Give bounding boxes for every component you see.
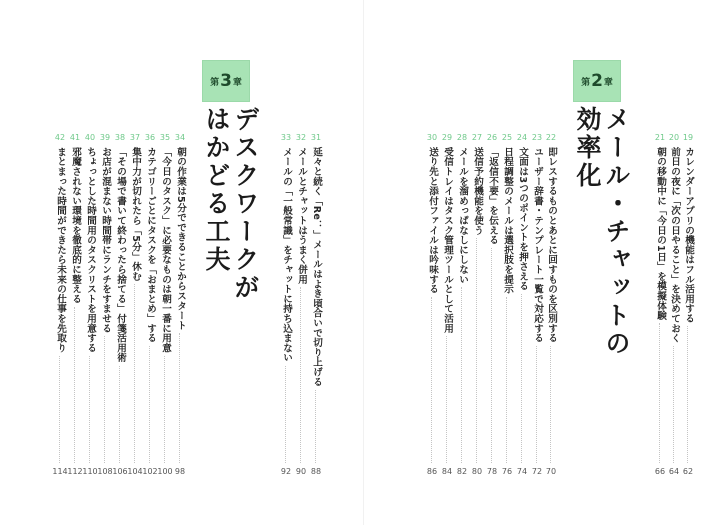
page-number: 112 (67, 467, 83, 476)
chapter-3-title: デスクワークが はかどる工夫 (202, 106, 260, 302)
dot-leader (550, 346, 551, 463)
page-number: 74 (516, 467, 528, 476)
page-number: 76 (501, 467, 513, 476)
dot-leader (536, 346, 537, 463)
section-title: 「今日のタスク」に必要なものは朝一番に用意 (160, 147, 171, 353)
page-number: 82 (456, 467, 468, 476)
section-title: 前日の夜に「次の日やること」を決めておく (669, 147, 680, 343)
section-title: ちょっとした時間用のタスクリストを用意する (85, 147, 96, 353)
section-number: 41 (69, 133, 81, 142)
page-number: 80 (471, 467, 483, 476)
toc-entry[interactable] (545, 133, 557, 483)
page-number: 104 (127, 467, 143, 476)
chapter-number: 3 (220, 71, 232, 91)
section-title: ユーザー辞書・テンプレート一覧で対応する (532, 147, 543, 343)
section-title: 受信トレイはタスク管理ツールとして活用 (442, 147, 453, 334)
toc-entry[interactable] (654, 133, 666, 483)
toc-entry[interactable] (295, 133, 307, 483)
dot-leader (134, 284, 135, 463)
toc-entry[interactable] (159, 133, 171, 483)
dot-leader (521, 294, 522, 463)
section-title: お店が混まない時間帯にランチをすませる (100, 147, 111, 334)
badge-prefix: 第 (210, 77, 220, 88)
toc-entry[interactable] (668, 133, 680, 483)
dot-leader (300, 287, 301, 463)
section-number: 19 (682, 133, 694, 142)
page-number: 70 (545, 467, 557, 476)
toc-entry[interactable] (486, 133, 498, 483)
section-number: 31 (310, 133, 322, 142)
section-number: 27 (471, 133, 483, 142)
section-number: 26 (486, 133, 498, 142)
toc-entry[interactable] (54, 133, 66, 483)
section-title: まとまった時間ができたら未来の仕事を先取り (55, 147, 66, 353)
section-title: 集中力が切れたら「5分」休む (130, 147, 141, 282)
section-number: 25 (501, 133, 513, 142)
badge-suffix: 章 (603, 77, 613, 88)
dot-leader (476, 238, 477, 463)
section-title: 送信予約機能を使う (472, 147, 483, 236)
page-number: 72 (531, 467, 543, 476)
chapter-3-badge (202, 60, 250, 102)
toc-entry[interactable] (129, 133, 141, 483)
toc-entry[interactable] (310, 133, 322, 483)
section-number: 29 (441, 133, 453, 142)
dot-leader (491, 248, 492, 463)
badge-prefix: 第 (581, 77, 591, 88)
page-number: 110 (82, 467, 98, 476)
section-number: 24 (516, 133, 528, 142)
page-number: 86 (426, 467, 438, 476)
dot-leader (149, 346, 150, 463)
dot-leader (104, 336, 105, 463)
section-title: 「その場で書いて終わったら捨てる」付箋活用術 (115, 147, 126, 363)
section-title: 朝の移動中に「今日の1日」を模擬体験 (655, 147, 666, 321)
section-number: 30 (426, 133, 438, 142)
toc-entry[interactable] (174, 133, 186, 483)
section-title: 文面は3つのポイントを押さえる (517, 147, 528, 292)
page-number: 114 (52, 467, 68, 476)
page-number: 98 (174, 467, 186, 476)
section-title: メールを溜めっぱなしにしない (457, 147, 468, 285)
section-title: 日程調整のメールは選択肢を提示 (502, 147, 513, 294)
section-title: 即レスするものとあとに回すものを区別する (546, 147, 557, 343)
toc-entry[interactable] (501, 133, 513, 483)
toc-entry[interactable] (69, 133, 81, 483)
section-number: 22 (545, 133, 557, 142)
chapter-2-badge (573, 60, 621, 102)
section-title: メールの「一般常識」をチャットに持ち込まない (281, 147, 292, 363)
dot-leader (687, 326, 688, 463)
dot-leader (431, 297, 432, 463)
section-number: 39 (99, 133, 111, 142)
section-title: 延々と続く「Re：」メールはよき頃合いで切り上げる (311, 147, 322, 387)
section-number: 38 (114, 133, 126, 142)
section-number: 42 (54, 133, 66, 142)
dot-leader (506, 297, 507, 463)
toc-entry[interactable] (426, 133, 438, 483)
page-number: 92 (280, 467, 292, 476)
dot-leader (179, 333, 180, 463)
section-title: 邪魔されない環境を徹底的に整える (70, 147, 81, 304)
dot-leader (285, 366, 286, 463)
section-number: 34 (174, 133, 186, 142)
page-number: 108 (97, 467, 113, 476)
page-number: 84 (441, 467, 453, 476)
dot-leader (74, 307, 75, 463)
toc-entry[interactable] (516, 133, 528, 483)
dot-leader (164, 356, 165, 463)
dot-leader (659, 323, 660, 463)
chapter-2-title: メール・チャットの 効率化 (573, 106, 631, 358)
section-title: 朝の作業は5分でできることからスタート (175, 147, 186, 331)
section-number: 23 (531, 133, 543, 142)
toc-entry[interactable] (531, 133, 543, 483)
chapter-number: 2 (591, 71, 603, 91)
dot-leader (315, 390, 316, 463)
toc-entry[interactable] (456, 133, 468, 483)
page-gutter (363, 0, 364, 525)
section-number: 37 (129, 133, 141, 142)
dot-leader (89, 356, 90, 463)
section-title: 「返信不要」を伝える (487, 147, 498, 245)
toc-entry[interactable] (280, 133, 292, 483)
page-number: 66 (654, 467, 666, 476)
page-number: 88 (310, 467, 322, 476)
section-number: 33 (280, 133, 292, 142)
section-number: 32 (295, 133, 307, 142)
section-title: カテゴリーごとにタスクを「おまとめ」する (145, 147, 156, 343)
section-title: カレンダーアプリの機能はフル活用する (683, 147, 694, 324)
page-number: 78 (486, 467, 498, 476)
section-title: 送り先と添付ファイルは吟味する (427, 147, 438, 294)
dot-leader (461, 287, 462, 463)
section-number: 28 (456, 133, 468, 142)
section-number: 20 (668, 133, 680, 142)
page-number: 102 (142, 467, 158, 476)
page-number: 90 (295, 467, 307, 476)
page-number: 64 (668, 467, 680, 476)
toc-entry[interactable] (99, 133, 111, 483)
dot-leader (119, 366, 120, 463)
toc-entry[interactable] (682, 133, 694, 483)
toc-entry[interactable] (114, 133, 126, 483)
page-number: 62 (682, 467, 694, 476)
page-number: 106 (112, 467, 128, 476)
badge-suffix: 章 (232, 77, 242, 88)
toc-entry[interactable] (441, 133, 453, 483)
section-number: 36 (144, 133, 156, 142)
section-title: メールとチャットはうまく併用 (296, 147, 307, 285)
toc-entry[interactable] (144, 133, 156, 483)
dot-leader (59, 356, 60, 463)
dot-leader (673, 346, 674, 463)
section-number: 40 (84, 133, 96, 142)
toc-entry[interactable] (84, 133, 96, 483)
section-number: 21 (654, 133, 666, 142)
dot-leader (446, 336, 447, 463)
section-number: 35 (159, 133, 171, 142)
page-number: 100 (157, 467, 173, 476)
toc-entry[interactable] (471, 133, 483, 483)
